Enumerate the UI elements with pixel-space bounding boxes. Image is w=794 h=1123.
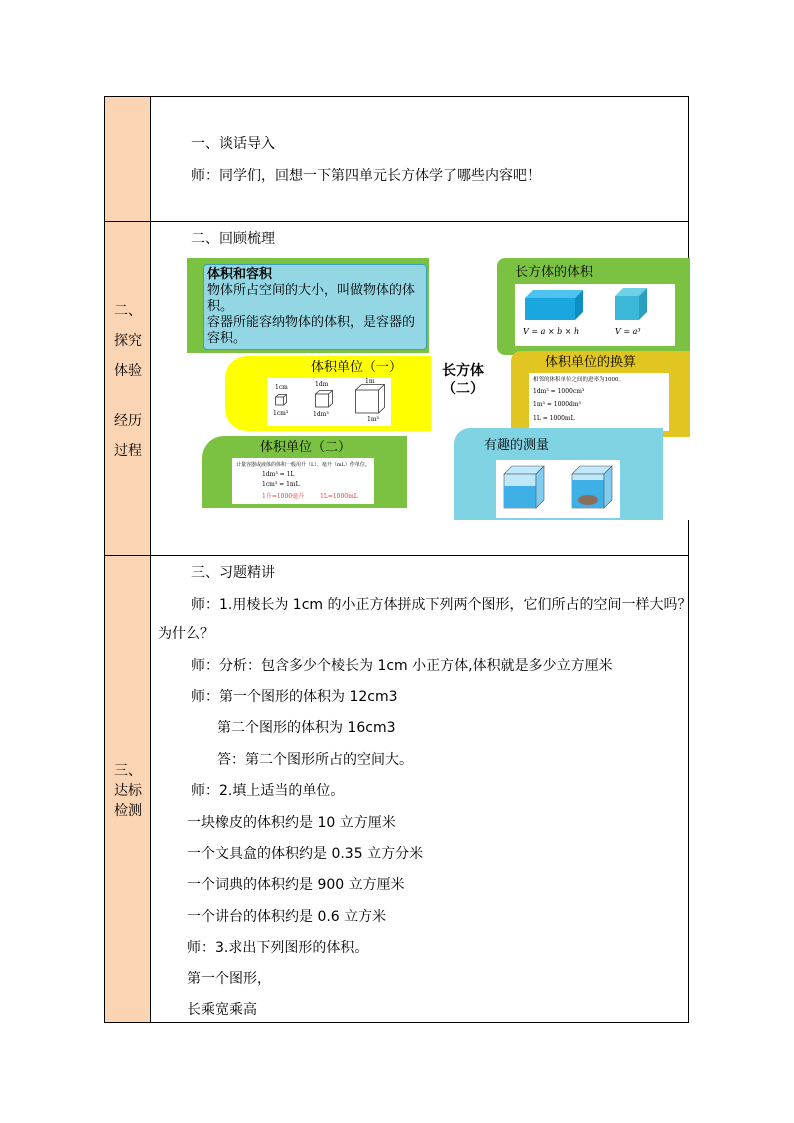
water-tank-stone-icon	[570, 464, 614, 512]
cube-formula: V = a³	[615, 327, 641, 336]
cube-icon	[615, 288, 647, 320]
unit-one-image	[267, 378, 391, 426]
answer-second-figure: 第二个图形的体积为 16cm3	[217, 720, 396, 736]
analysis-line: 师：分析：包含多少个棱长为 1cm 小正方体,体积就是多少立方厘米	[191, 658, 613, 674]
unit-one-title: 体积单位（一）	[311, 360, 403, 375]
cubic-m-icon	[355, 384, 385, 414]
solution-formula: 长乘宽乘高	[187, 1002, 257, 1018]
exercise-heading: 三、习题精讲	[191, 565, 275, 581]
center-title: 长方体	[442, 363, 484, 379]
unit-cm-label: 1cm	[275, 384, 288, 391]
cuboid-volume-image	[515, 284, 675, 346]
fill-dictionary: 一个词典的体积约是 900 立方厘米	[187, 877, 405, 893]
cuboid-formula: V = a × b × h	[523, 327, 580, 336]
capacity-definition: 容器所能容纳物体的体积，是容器的容积。	[207, 315, 416, 346]
conversion-panel	[511, 351, 690, 437]
intro-heading: 一、谈话导入	[191, 136, 275, 152]
review-heading: 二、回顾梳理	[191, 231, 275, 247]
conversion-title: 体积单位的换算	[545, 355, 637, 370]
conversion-m-dm: 1m³ = 1000dm³	[533, 401, 581, 408]
intro-line: 师：同学们，回想一下第四单元长方体学了哪些内容吧！	[191, 168, 541, 184]
review-mindmap-figure	[187, 258, 690, 520]
cuboid-volume-panel	[497, 258, 690, 355]
question-one-cont: 为什么？	[158, 626, 214, 642]
unit-m-label: 1m	[365, 378, 375, 385]
conversion-rate: 相邻的体积单位之间的进率为1000。	[533, 377, 624, 383]
section-label-column	[105, 97, 151, 1022]
section-label-test: 三、 达标 检测	[114, 763, 142, 819]
measure-image	[496, 460, 620, 518]
unit-two-rule: 计量容器或液体的体积一般用升（L）、毫升（mL）作单位。	[236, 462, 370, 468]
volume-capacity-title: 体积和容积	[207, 267, 273, 282]
unit-two-panel	[202, 436, 407, 508]
cubic-cm-icon	[275, 394, 287, 406]
lesson-table	[104, 96, 692, 1023]
fill-eraser: 一块橡皮的体积约是 10 立方厘米	[187, 815, 396, 831]
unit-two-image	[232, 458, 374, 504]
row-divider	[105, 555, 688, 556]
question-three: 师：3.求出下列图形的体积。	[187, 940, 369, 956]
question-one: 师：1.用棱长为 1cm 的小正方体拼成下列两个图形，它们所占的空间一样大吗？	[191, 597, 692, 613]
measure-panel	[454, 428, 663, 520]
volume-definition: 物体所占空间的大小，叫做物体的体积。	[207, 283, 416, 314]
unit-dm3-label: 1dm³	[313, 411, 329, 418]
volume-capacity-panel	[203, 264, 427, 350]
cubic-dm-icon	[315, 390, 333, 408]
section-label-explore: 二、 探究 体验 经历 过程	[114, 303, 142, 459]
conversion-l-ml: 1L = 1000mL	[533, 415, 575, 422]
unit-two-cm-ml: 1cm³ = 1mL	[262, 481, 300, 488]
solution-first-figure: 第一个图形，	[187, 971, 271, 987]
unit-one-panel	[225, 356, 431, 431]
center-subtitle: （二）	[442, 381, 484, 397]
conversion-dm-cm: 1dm³ = 1000cm³	[533, 388, 585, 395]
unit-two-liter-ml: 1L=1000mL	[320, 493, 358, 500]
conversion-image	[529, 373, 669, 431]
answer-first-figure: 师：第一个图形的体积为 12cm3	[191, 689, 398, 705]
water-tank-icon	[502, 464, 546, 512]
unit-two-title: 体积单位（二）	[260, 440, 352, 455]
fill-podium: 一个讲台的体积约是 0.6 立方米	[187, 909, 387, 925]
unit-two-liter-ml-cn: 1升=1000毫升	[262, 493, 305, 500]
unit-dm-label: 1dm	[315, 381, 329, 388]
unit-m3-label: 1m³	[367, 416, 379, 423]
cuboid-icon	[525, 290, 585, 320]
answer-conclusion: 答：第二个图形所占的空间大。	[217, 752, 413, 768]
measure-title: 有趣的测量	[484, 438, 550, 453]
cuboid-volume-title: 长方体的体积	[515, 265, 594, 280]
fill-pencil-box: 一个文具盒的体积约是 0.35 立方分米	[187, 846, 424, 862]
question-two: 师：2.填上适当的单位。	[191, 783, 345, 799]
unit-cm3-label: 1cm³	[273, 410, 289, 417]
unit-two-dm-l: 1dm³ = 1L	[262, 471, 295, 478]
row-divider	[105, 221, 688, 222]
